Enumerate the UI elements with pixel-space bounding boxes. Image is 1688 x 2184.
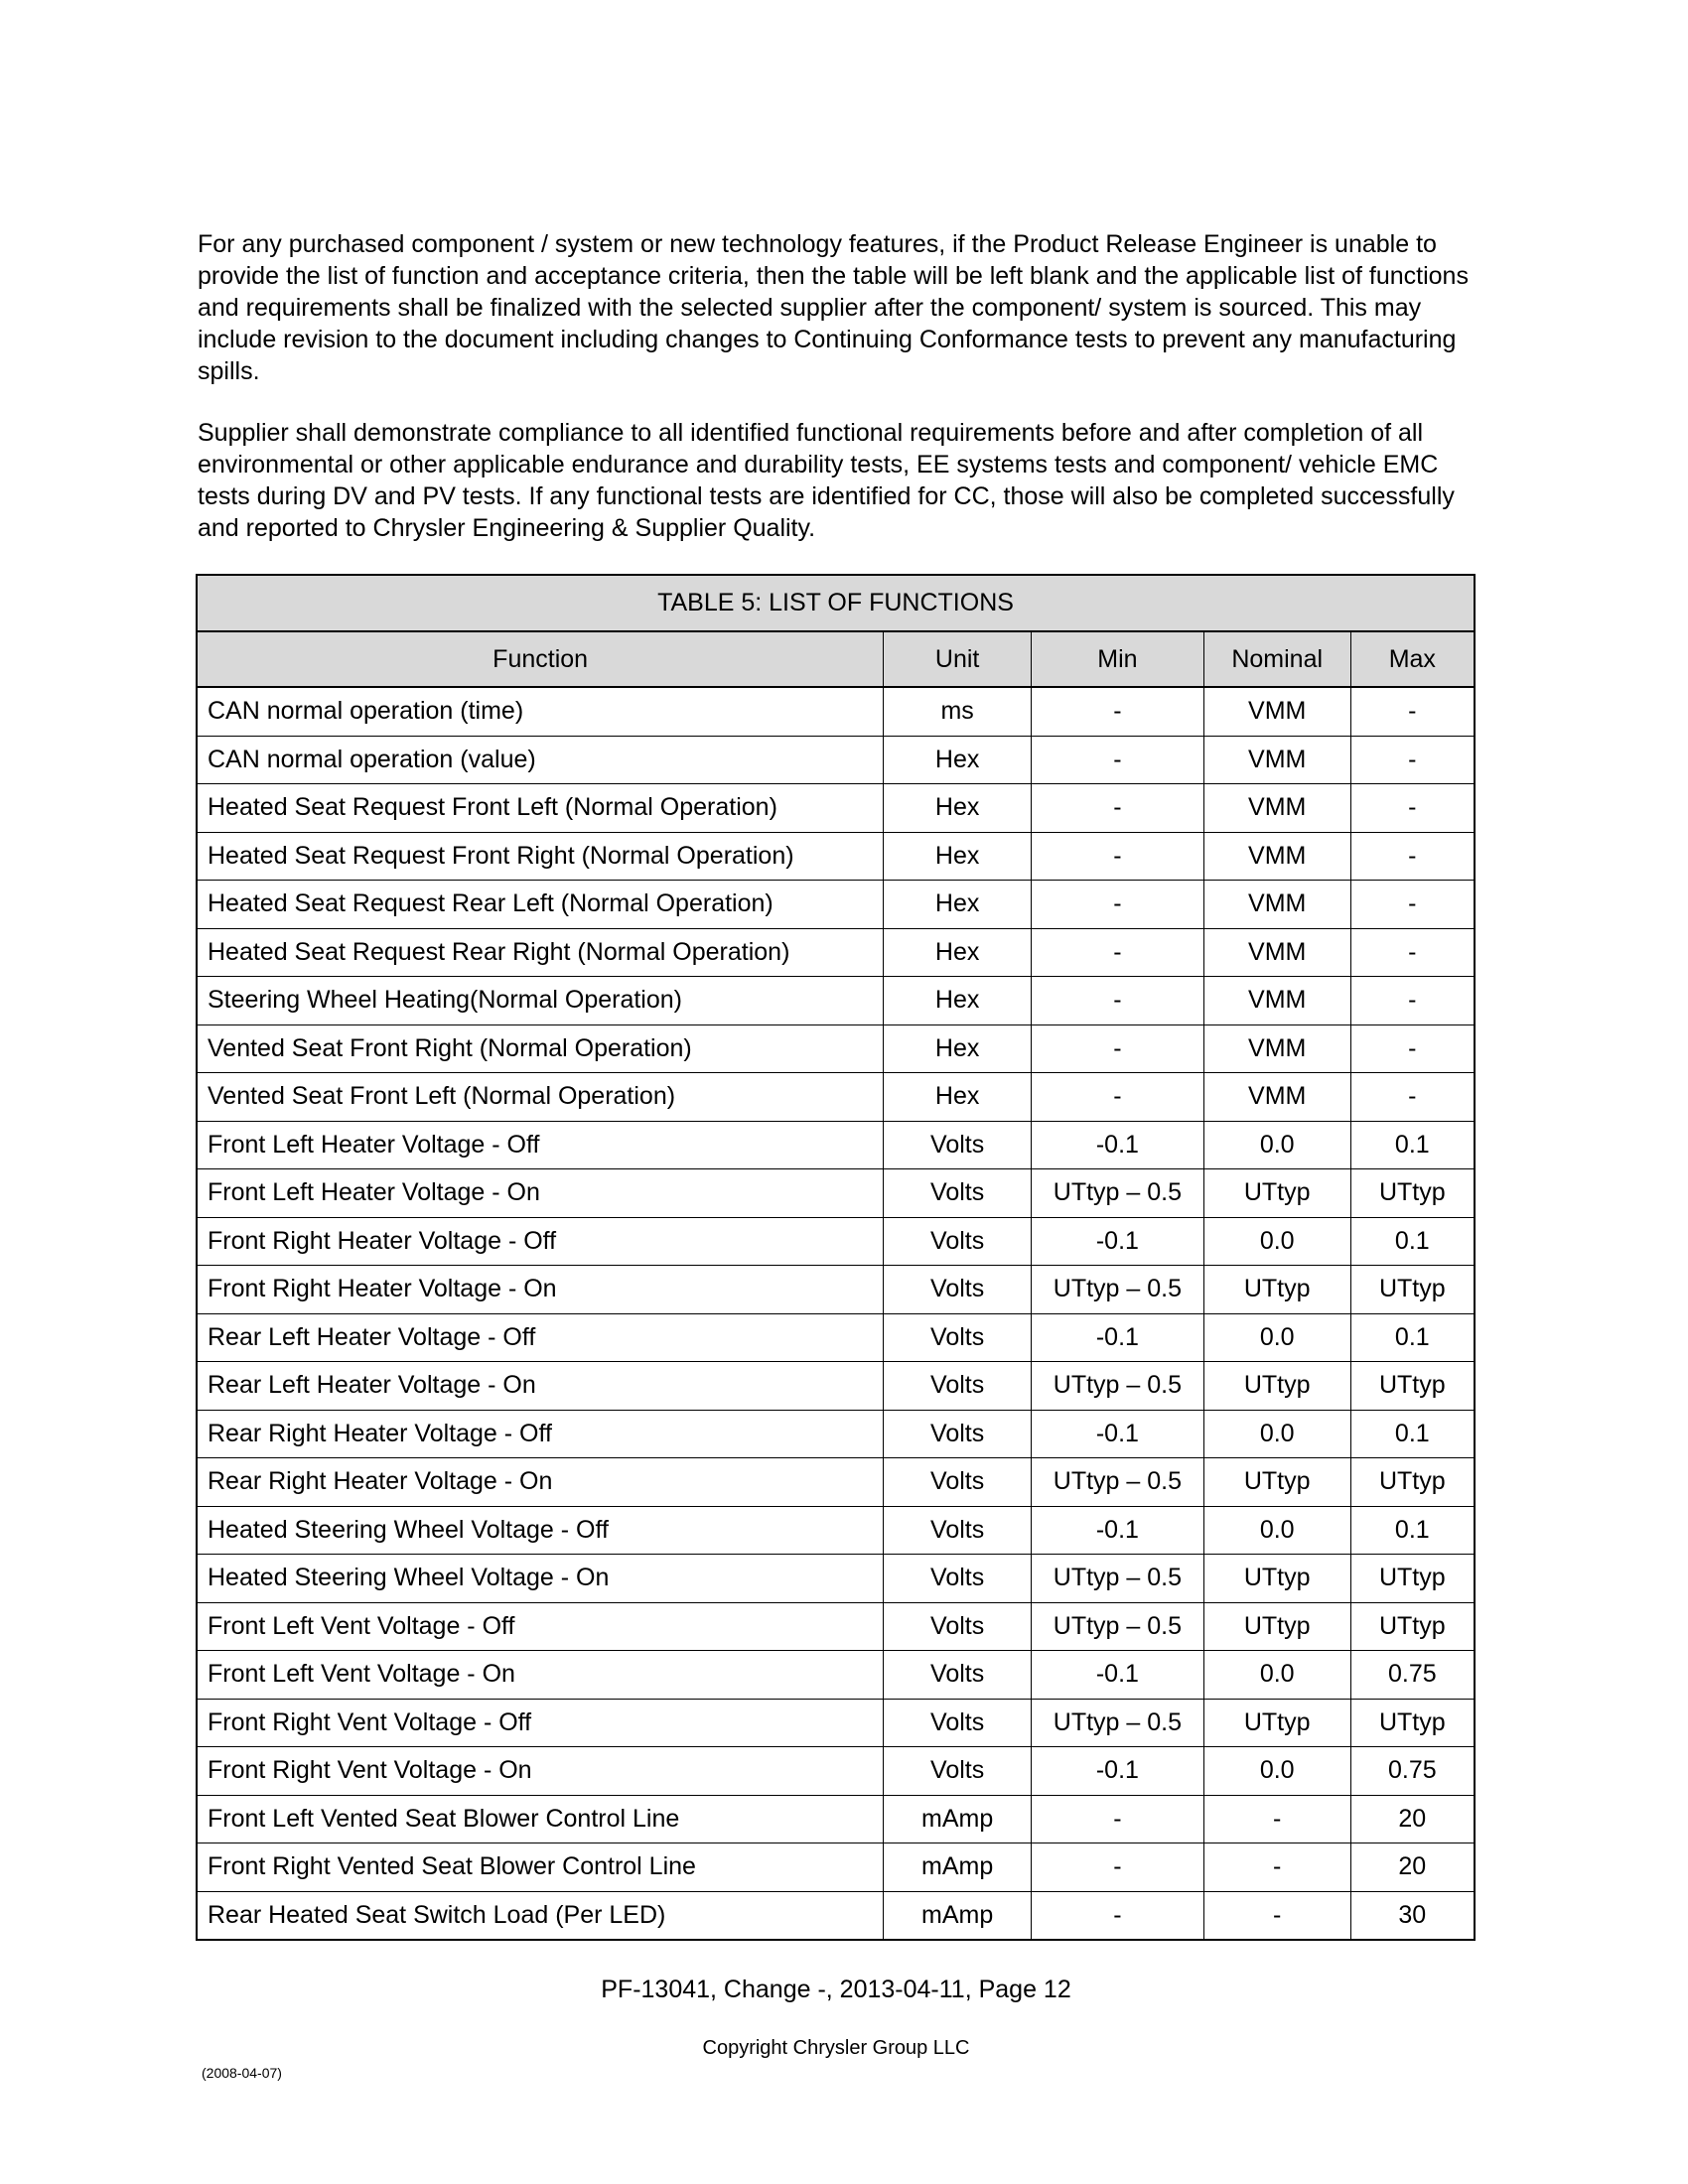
table-row [197, 736, 1475, 784]
cell-unit: Volts [884, 1602, 1032, 1651]
cell-unit: Volts [884, 1313, 1032, 1362]
copyright: Copyright Chrysler Group LLC [702, 2037, 970, 2059]
cell-function: Vented Seat Front Right (Normal Operation) [197, 1024, 884, 1073]
cell-function: Front Left Vent Voltage - Off [197, 1602, 884, 1651]
cell-function: Front Left Heater Voltage - Off [197, 1121, 884, 1169]
cell-min: - [1032, 1843, 1204, 1892]
cell-nominal: - [1203, 1843, 1350, 1892]
functions-table [196, 574, 1476, 1941]
cell-min: - [1032, 928, 1204, 977]
cell-unit: Volts [884, 1651, 1032, 1700]
cell-function: Front Right Heater Voltage - On [197, 1266, 884, 1314]
cell-min: - [1032, 736, 1204, 784]
cell-min: UTtyp – 0.5 [1032, 1458, 1204, 1507]
cell-unit: Volts [884, 1362, 1032, 1411]
table-row [197, 1602, 1475, 1651]
cell-max: 0.75 [1350, 1651, 1475, 1700]
cell-unit: Volts [884, 1266, 1032, 1314]
cell-function: Rear Left Heater Voltage - Off [197, 1313, 884, 1362]
cell-function: Heated Seat Request Front Left (Normal Operation) [197, 784, 884, 833]
cell-max: 0.1 [1350, 1410, 1475, 1458]
cell-unit: Hex [884, 736, 1032, 784]
cell-nominal: UTtyp [1203, 1266, 1350, 1314]
cell-unit: Volts [884, 1410, 1032, 1458]
cell-unit: Volts [884, 1217, 1032, 1266]
cell-max: UTtyp [1350, 1602, 1475, 1651]
table-row [197, 1073, 1475, 1122]
cell-unit: Volts [884, 1169, 1032, 1218]
header-min: Min [1032, 631, 1204, 687]
cell-function: Front Right Heater Voltage - Off [197, 1217, 884, 1266]
cell-nominal: VMM [1203, 977, 1350, 1025]
table-row [197, 1555, 1475, 1603]
cell-max: - [1350, 784, 1475, 833]
cell-function: Heated Seat Request Rear Right (Normal Operation) [197, 928, 884, 977]
compliance-paragraph: Supplier shall demonstrate compliance to all identified functional requirements before and after completion of all environmental or other applicable endurance and durability tests, EE systems tests and component/ vehicle EMC tests during DV and PV tests. If any functional tests are identified for CC, those will also be completed successfully and reported to Chrysler Engineering & Supplier Quality. [198, 419, 1455, 542]
cell-nominal: VMM [1203, 687, 1350, 736]
table-row [197, 1410, 1475, 1458]
cell-function: Front Left Vented Seat Blower Control Line [197, 1795, 884, 1843]
cell-function: CAN normal operation (time) [197, 687, 884, 736]
cell-min: -0.1 [1032, 1313, 1204, 1362]
cell-nominal: VMM [1203, 784, 1350, 833]
cell-nominal: 0.0 [1203, 1651, 1350, 1700]
cell-max: 20 [1350, 1843, 1475, 1892]
cell-unit: Volts [884, 1699, 1032, 1747]
cell-min: - [1032, 977, 1204, 1025]
cell-max: - [1350, 1024, 1475, 1073]
cell-function: Rear Right Heater Voltage - Off [197, 1410, 884, 1458]
cell-nominal: UTtyp [1203, 1362, 1350, 1411]
cell-max: - [1350, 881, 1475, 929]
cell-unit: Hex [884, 832, 1032, 881]
cell-function: Front Left Heater Voltage - On [197, 1169, 884, 1218]
cell-function: Rear Heated Seat Switch Load (Per LED) [197, 1891, 884, 1940]
cell-min: UTtyp – 0.5 [1032, 1555, 1204, 1603]
cell-max: UTtyp [1350, 1362, 1475, 1411]
cell-max: UTtyp [1350, 1555, 1475, 1603]
cell-function: Front Right Vent Voltage - Off [197, 1699, 884, 1747]
cell-min: -0.1 [1032, 1217, 1204, 1266]
cell-unit: mAmp [884, 1891, 1032, 1940]
cell-unit: Volts [884, 1747, 1032, 1796]
header-unit: Unit [884, 631, 1032, 687]
cell-min: -0.1 [1032, 1747, 1204, 1796]
table-row [197, 1506, 1475, 1555]
cell-min: - [1032, 832, 1204, 881]
cell-min: UTtyp – 0.5 [1032, 1169, 1204, 1218]
cell-nominal: UTtyp [1203, 1458, 1350, 1507]
table-row [197, 1313, 1475, 1362]
cell-unit: Hex [884, 928, 1032, 977]
cell-unit: Hex [884, 977, 1032, 1025]
cell-unit: Hex [884, 881, 1032, 929]
table-row [197, 977, 1475, 1025]
table-row [197, 1651, 1475, 1700]
cell-nominal: UTtyp [1203, 1602, 1350, 1651]
cell-nominal: 0.0 [1203, 1506, 1350, 1555]
cell-min: -0.1 [1032, 1410, 1204, 1458]
cell-max: - [1350, 928, 1475, 977]
header-max: Max [1350, 631, 1475, 687]
cell-unit: Volts [884, 1458, 1032, 1507]
cell-min: UTtyp – 0.5 [1032, 1602, 1204, 1651]
cell-max: UTtyp [1350, 1458, 1475, 1507]
cell-nominal: 0.0 [1203, 1121, 1350, 1169]
cell-unit: mAmp [884, 1843, 1032, 1892]
cell-min: - [1032, 1795, 1204, 1843]
cell-min: - [1032, 881, 1204, 929]
cell-nominal: - [1203, 1795, 1350, 1843]
cell-min: - [1032, 1024, 1204, 1073]
cell-max: 0.75 [1350, 1747, 1475, 1796]
cell-min: UTtyp – 0.5 [1032, 1266, 1204, 1314]
table-row [197, 784, 1475, 833]
cell-min: - [1032, 1073, 1204, 1122]
table-row [197, 1843, 1475, 1892]
table-row [197, 1024, 1475, 1073]
cell-min: -0.1 [1032, 1506, 1204, 1555]
cell-nominal: 0.0 [1203, 1217, 1350, 1266]
cell-unit: Hex [884, 1073, 1032, 1122]
cell-unit: Volts [884, 1121, 1032, 1169]
cell-function: CAN normal operation (value) [197, 736, 884, 784]
intro-paragraph: For any purchased component / system or new technology features, if the Product Release Engineer is unable to provide the list of function and acceptance criteria, then the table will be left blank and the applicable list of functions and requirements shall be finalized with the selected supplier after the component/ system is sourced. This may include revision to the document including changes to Continuing Conformance tests to prevent any manufacturing spills. [198, 230, 1469, 385]
cell-max: - [1350, 687, 1475, 736]
header-nominal: Nominal [1203, 631, 1350, 687]
cell-nominal: 0.0 [1203, 1410, 1350, 1458]
cell-max: 0.1 [1350, 1217, 1475, 1266]
cell-function: Front Left Vent Voltage - On [197, 1651, 884, 1700]
cell-max: 0.1 [1350, 1313, 1475, 1362]
cell-max: - [1350, 977, 1475, 1025]
cell-nominal: VMM [1203, 736, 1350, 784]
cell-unit: Volts [884, 1555, 1032, 1603]
cell-min: UTtyp – 0.5 [1032, 1362, 1204, 1411]
cell-function: Rear Right Heater Voltage - On [197, 1458, 884, 1507]
cell-nominal: 0.0 [1203, 1747, 1350, 1796]
cell-nominal: VMM [1203, 928, 1350, 977]
cell-nominal: - [1203, 1891, 1350, 1940]
cell-min: - [1032, 687, 1204, 736]
cell-function: Heated Seat Request Rear Left (Normal Operation) [197, 881, 884, 929]
cell-max: 0.1 [1350, 1506, 1475, 1555]
table-row [197, 1121, 1475, 1169]
form-date: (2008-04-07) [202, 2065, 282, 2081]
table-row [197, 1217, 1475, 1266]
cell-max: 0.1 [1350, 1121, 1475, 1169]
cell-min: -0.1 [1032, 1121, 1204, 1169]
cell-max: UTtyp [1350, 1699, 1475, 1747]
cell-nominal: UTtyp [1203, 1555, 1350, 1603]
cell-max: UTtyp [1350, 1169, 1475, 1218]
cell-unit: mAmp [884, 1795, 1032, 1843]
cell-max: 30 [1350, 1891, 1475, 1940]
cell-function: Vented Seat Front Left (Normal Operation) [197, 1073, 884, 1122]
cell-unit: Hex [884, 1024, 1032, 1073]
table-row [197, 1699, 1475, 1747]
table-row [197, 928, 1475, 977]
table-row [197, 1747, 1475, 1796]
cell-nominal: VMM [1203, 881, 1350, 929]
cell-unit: ms [884, 687, 1032, 736]
cell-max: - [1350, 736, 1475, 784]
cell-nominal: VMM [1203, 832, 1350, 881]
cell-max: UTtyp [1350, 1266, 1475, 1314]
cell-function: Steering Wheel Heating(Normal Operation) [197, 977, 884, 1025]
table-row [197, 1458, 1475, 1507]
cell-min: - [1032, 1891, 1204, 1940]
page-info: PF-13041, Change -, 2013-04-11, Page 12 [601, 1976, 1071, 2003]
table-row [197, 1266, 1475, 1314]
cell-min: -0.1 [1032, 1651, 1204, 1700]
cell-unit: Volts [884, 1506, 1032, 1555]
cell-max: 20 [1350, 1795, 1475, 1843]
table-row [197, 687, 1475, 736]
cell-unit: Hex [884, 784, 1032, 833]
table-row [197, 1362, 1475, 1411]
header-function: Function [197, 631, 884, 687]
cell-function: Heated Steering Wheel Voltage - On [197, 1555, 884, 1603]
table-row [197, 1891, 1475, 1940]
table-row [197, 1795, 1475, 1843]
cell-function: Heated Seat Request Front Right (Normal Operation) [197, 832, 884, 881]
cell-function: Front Right Vented Seat Blower Control Line [197, 1843, 884, 1892]
cell-function: Heated Steering Wheel Voltage - Off [197, 1506, 884, 1555]
cell-max: - [1350, 832, 1475, 881]
cell-function: Front Right Vent Voltage - On [197, 1747, 884, 1796]
cell-nominal: UTtyp [1203, 1169, 1350, 1218]
table-row [197, 1169, 1475, 1218]
cell-function: Rear Left Heater Voltage - On [197, 1362, 884, 1411]
cell-max: - [1350, 1073, 1475, 1122]
cell-nominal: 0.0 [1203, 1313, 1350, 1362]
table-row [197, 881, 1475, 929]
table-row [197, 832, 1475, 881]
table-title: TABLE 5: LIST OF FUNCTIONS [197, 575, 1475, 631]
cell-nominal: VMM [1203, 1073, 1350, 1122]
cell-min: UTtyp – 0.5 [1032, 1699, 1204, 1747]
cell-nominal: UTtyp [1203, 1699, 1350, 1747]
cell-nominal: VMM [1203, 1024, 1350, 1073]
cell-min: - [1032, 784, 1204, 833]
